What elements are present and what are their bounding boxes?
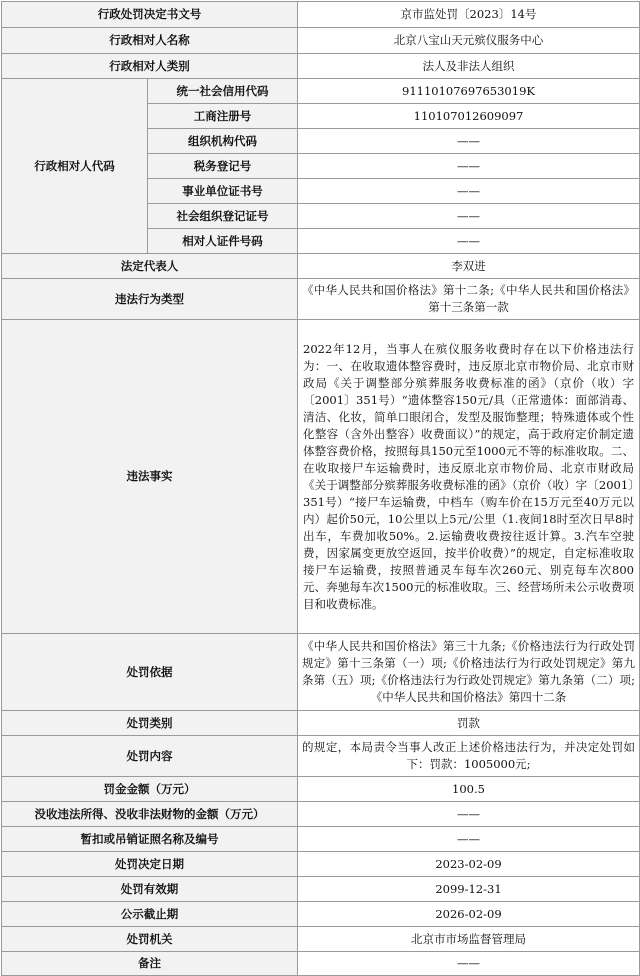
category-value: 罚款 [298, 711, 640, 736]
fine-value: 100.5 [298, 777, 640, 802]
remarks-value: —— [298, 952, 640, 976]
id-number-label: 相对人证件号码 [148, 229, 298, 254]
category-label: 处罚类别 [2, 711, 298, 736]
remarks-label: 备注 [2, 952, 298, 976]
row-legal-rep [2, 254, 640, 279]
social-org-cert-value: —— [298, 204, 640, 229]
decision-date-value: 2023-02-09 [298, 852, 640, 877]
decision-date-label: 处罚决定日期 [2, 852, 298, 877]
authority-label: 处罚机关 [2, 927, 298, 952]
penalty-info-table [1, 1, 640, 976]
credit-code-value: 91110107697653019K [298, 79, 640, 104]
content-value: 的规定，本局责令当事人改正上述价格违法行为，并决定处罚如下：罚款：1005000元; [298, 736, 640, 777]
biz-reg-no-value: 110107012609097 [298, 104, 640, 129]
authority-value: 北京市市场监督管理局 [298, 927, 640, 952]
license-value: —— [298, 827, 640, 852]
institution-cert-label: 事业单位证书号 [148, 179, 298, 204]
party-code-label: 行政相对人代码 [2, 79, 148, 254]
confiscation-label: 没收违法所得、没收非法财物的金额（万元） [2, 802, 298, 827]
row-category [2, 711, 640, 736]
row-confiscation [2, 802, 640, 827]
row-content [2, 736, 640, 777]
tax-reg-no-value: —— [298, 154, 640, 179]
violation-type-label: 违法行为类型 [2, 279, 298, 320]
id-number-value: —— [298, 229, 640, 254]
legal-rep-label: 法定代表人 [2, 254, 298, 279]
org-code-value: —— [298, 129, 640, 154]
basis-label: 处罚依据 [2, 634, 298, 711]
doc-no-value: 京市监处罚〔2023〕14号 [298, 2, 640, 28]
publish-end-label: 公示截止期 [2, 902, 298, 927]
row-violation-type [2, 279, 640, 320]
row-decision-date [2, 852, 640, 877]
tax-reg-no-label: 税务登记号 [148, 154, 298, 179]
institution-cert-value: —— [298, 179, 640, 204]
license-label: 暂扣或吊销证照名称及编号 [2, 827, 298, 852]
party-type-value: 法人及非法人组织 [298, 54, 640, 79]
row-facts [2, 320, 640, 634]
party-type-label: 行政相对人类别 [2, 54, 298, 79]
row-valid-until [2, 877, 640, 902]
legal-rep-value: 李双进 [298, 254, 640, 279]
row-license [2, 827, 640, 852]
org-code-label: 组织机构代码 [148, 129, 298, 154]
row-credit-code [2, 79, 640, 104]
facts-value: 2022年12月，当事人在殡仪服务收费时存在以下价格违法行为：一、在收取遗体整容费时，违反原北京市物价局、北京市财政局《关于调整部分殡葬服务收费标准的函》（京价（收）字〔2001〕351号）“遗体整容150元/具（正常遗体：面部消毒、清洁、化妆，简单口眼闭合，发型及服饰整理；特殊遗体或个性化整容（含外出整容）收费面议）”的规定，高于政府定价制定遗体整容费价格，按照每具150元至1000元不等的标准收取。二、在收取接尸车运输费时，违反原北京市物价局、北京市财政局《关于调整部分殡葬服务收费标准的函》（京价（收）字〔2001〕351号）“接尸车运输费，中档车（购车价在15万元至40万元以内）起价50元，10公里以上5元/公里（1.夜间18时至次日早8时出车，车费加收50%。2.运输费收费按往返计算。3.汽车空驶费，因家属变更放空返回，按半价收费）”的规定，自定标准收取接尸车运输费，按照普通灵车每车次260元、别克每车次800元、奔驰每车次1500元的标准收取。三、经营场所未公示收费项目和收费标准。 [298, 320, 640, 634]
publish-end-value: 2026-02-09 [298, 902, 640, 927]
valid-until-label: 处罚有效期 [2, 877, 298, 902]
row-doc-no [2, 2, 640, 28]
credit-code-label: 统一社会信用代码 [148, 79, 298, 104]
row-fine [2, 777, 640, 802]
basis-value: 《中华人民共和国价格法》第三十九条;《价格违法行为行政处罚规定》第十三条第（一）项;《价格违法行为行政处罚规定》第九条第（五）项;《价格违法行为行政处罚规定》第九条第（二）项;《中华人民共和国价格法》第四十二条 [298, 634, 640, 711]
biz-reg-no-label: 工商注册号 [148, 104, 298, 129]
content-label: 处罚内容 [2, 736, 298, 777]
social-org-cert-label: 社会组织登记证号 [148, 204, 298, 229]
row-authority [2, 927, 640, 952]
confiscation-value: —— [298, 802, 640, 827]
row-party-name [2, 28, 640, 54]
row-publish-end [2, 902, 640, 927]
facts-label: 违法事实 [2, 320, 298, 634]
party-name-label: 行政相对人名称 [2, 28, 298, 54]
row-party-type [2, 54, 640, 79]
party-name-value: 北京八宝山天元殡仪服务中心 [298, 28, 640, 54]
fine-label: 罚金金额（万元） [2, 777, 298, 802]
violation-type-value: 《中华人民共和国价格法》第十二条;《中华人民共和国价格法》第十三条第一款 [298, 279, 640, 320]
row-basis [2, 634, 640, 711]
valid-until-value: 2099-12-31 [298, 877, 640, 902]
doc-no-label: 行政处罚决定书文号 [2, 2, 298, 28]
row-remarks [2, 952, 640, 976]
